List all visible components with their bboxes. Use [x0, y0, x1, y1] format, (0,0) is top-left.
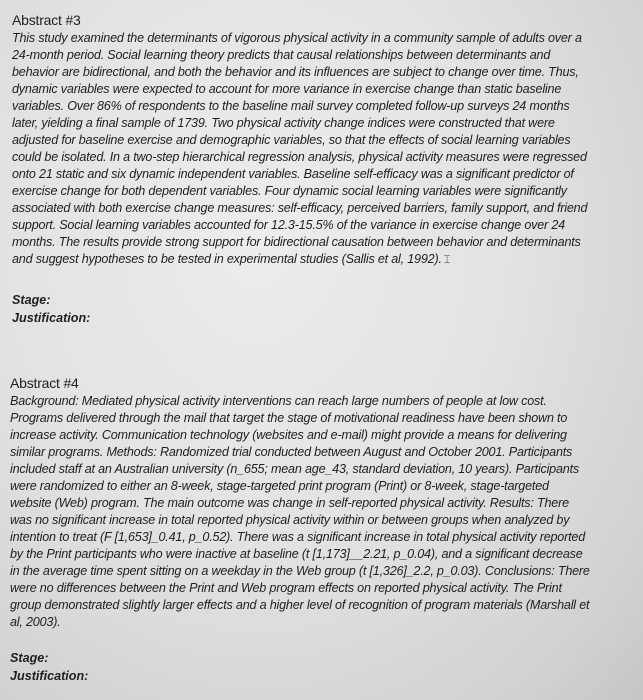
abstract-line: variables. Over 86% of respondents to the baseline mail survey completed follow-up surveys 24 months	[12, 99, 570, 113]
abstract-line: intention to treat (F [1,653]_0.41, p_0.52). There was a significant increase in total physical activity reported	[10, 530, 586, 544]
abstract-line: later, yielding a final sample of 1739. Two physical activity change indices were constructed that were	[12, 116, 555, 130]
abstract-line: support. Social learning variables accounted for 12.3-15.5% of the variance in exercise change over 24	[12, 218, 565, 232]
abstract-line: similar programs. Methods: Randomized trial conducted between August and October 2001. Participants	[10, 445, 573, 459]
abstract-4-answer	[10, 649, 643, 685]
abstract-line: This study examined the determinants of vigorous physical activity in a community sample of adults over a	[12, 31, 582, 45]
abstract-title: Abstract #4	[10, 375, 79, 391]
abstract-body	[12, 30, 643, 269]
abstract-line: were randomized to either an 8-week, stage-targeted print program (Print) or 8-week, stage-targeted	[10, 479, 549, 493]
justification-label[interactable]: Justification:	[12, 311, 91, 325]
abstract-line: increase activity. Communication technology (websites and e-mail) might provide a means for delivering	[10, 428, 567, 442]
abstract-line: included staff at an Australian university (n_655; mean age_43, standard deviation, 10 years). Participants	[10, 462, 579, 476]
abstract-line: al, 2003).	[10, 615, 61, 629]
abstract-line: could be isolated. In a two-step hierarchical regression analysis, physical activity measures were regressed	[12, 150, 587, 164]
abstract-line: adjusted for baseline exercise and demographic variables, so that the effects of social learning variables	[12, 133, 571, 147]
stage-label[interactable]: Stage:	[10, 651, 49, 665]
abstract-line: Background: Mediated physical activity interventions can reach large numbers of people at low cost.	[10, 394, 547, 408]
abstract-line: and suggest hypotheses to be tested in experimental studies (Sallis et al, 1992).	[12, 252, 442, 266]
justification-label[interactable]: Justification:	[10, 669, 89, 683]
abstract-line: exercise change for both dependent variables. Four dynamic social learning variables were significantly	[12, 184, 567, 198]
abstract-line: group demonstrated slightly larger effects and a higher level of recognition of program materials (Marshall et	[10, 598, 590, 612]
abstract-line: behavior are bidirectional, and both the behavior and its influences are subject to change over time. Thus,	[12, 65, 579, 79]
abstract-line: were no differences between the Print and Web program effects on reported physical activity. The Print	[10, 581, 562, 595]
abstract-line: was no significant increase in total reported physical activity within or between groups when analyzed by	[10, 513, 570, 527]
abstract-title: Abstract #3	[12, 12, 81, 28]
abstract-3-answer	[12, 291, 643, 327]
abstract-line: 24-month period. Social learning theory predicts that causal relationships between determinants and	[12, 48, 551, 62]
abstract-line: website (Web) program. The main outcome was change in self-reported physical activity. Results: There	[10, 496, 569, 510]
stage-label[interactable]: Stage:	[12, 293, 51, 307]
text-cursor-icon: ⌶	[443, 254, 451, 266]
abstract-body	[10, 393, 643, 631]
abstract-line: associated with both exercise change measures: self-efficacy, perceived barriers, family support, and friend	[12, 201, 588, 215]
abstract-4	[10, 373, 643, 631]
abstract-line: by the Print participants who were inactive at baseline (t [1,173]__2.21, p_0.04), and a significant decrease	[10, 547, 583, 561]
abstract-last-line-wrap	[12, 251, 643, 269]
abstract-line: Programs delivered through the mail that target the stage of motivational readiness have been shown to	[10, 411, 568, 425]
abstract-line: onto 21 static and six dynamic independent variables. Baseline self-efficacy was a significant predictor of	[12, 167, 574, 181]
abstract-line: dynamic variables were expected to account for more variance in exercise change than static baseline	[12, 82, 562, 96]
abstract-line: months. The results provide strong support for bidirectional causation between behavior and determinants	[12, 235, 581, 249]
abstract-line: in the average time spent sitting on a weekday in the Web group (t [1,326]_2.2, p_0.03). Conclusions: There	[10, 564, 590, 578]
abstract-3	[12, 10, 643, 269]
